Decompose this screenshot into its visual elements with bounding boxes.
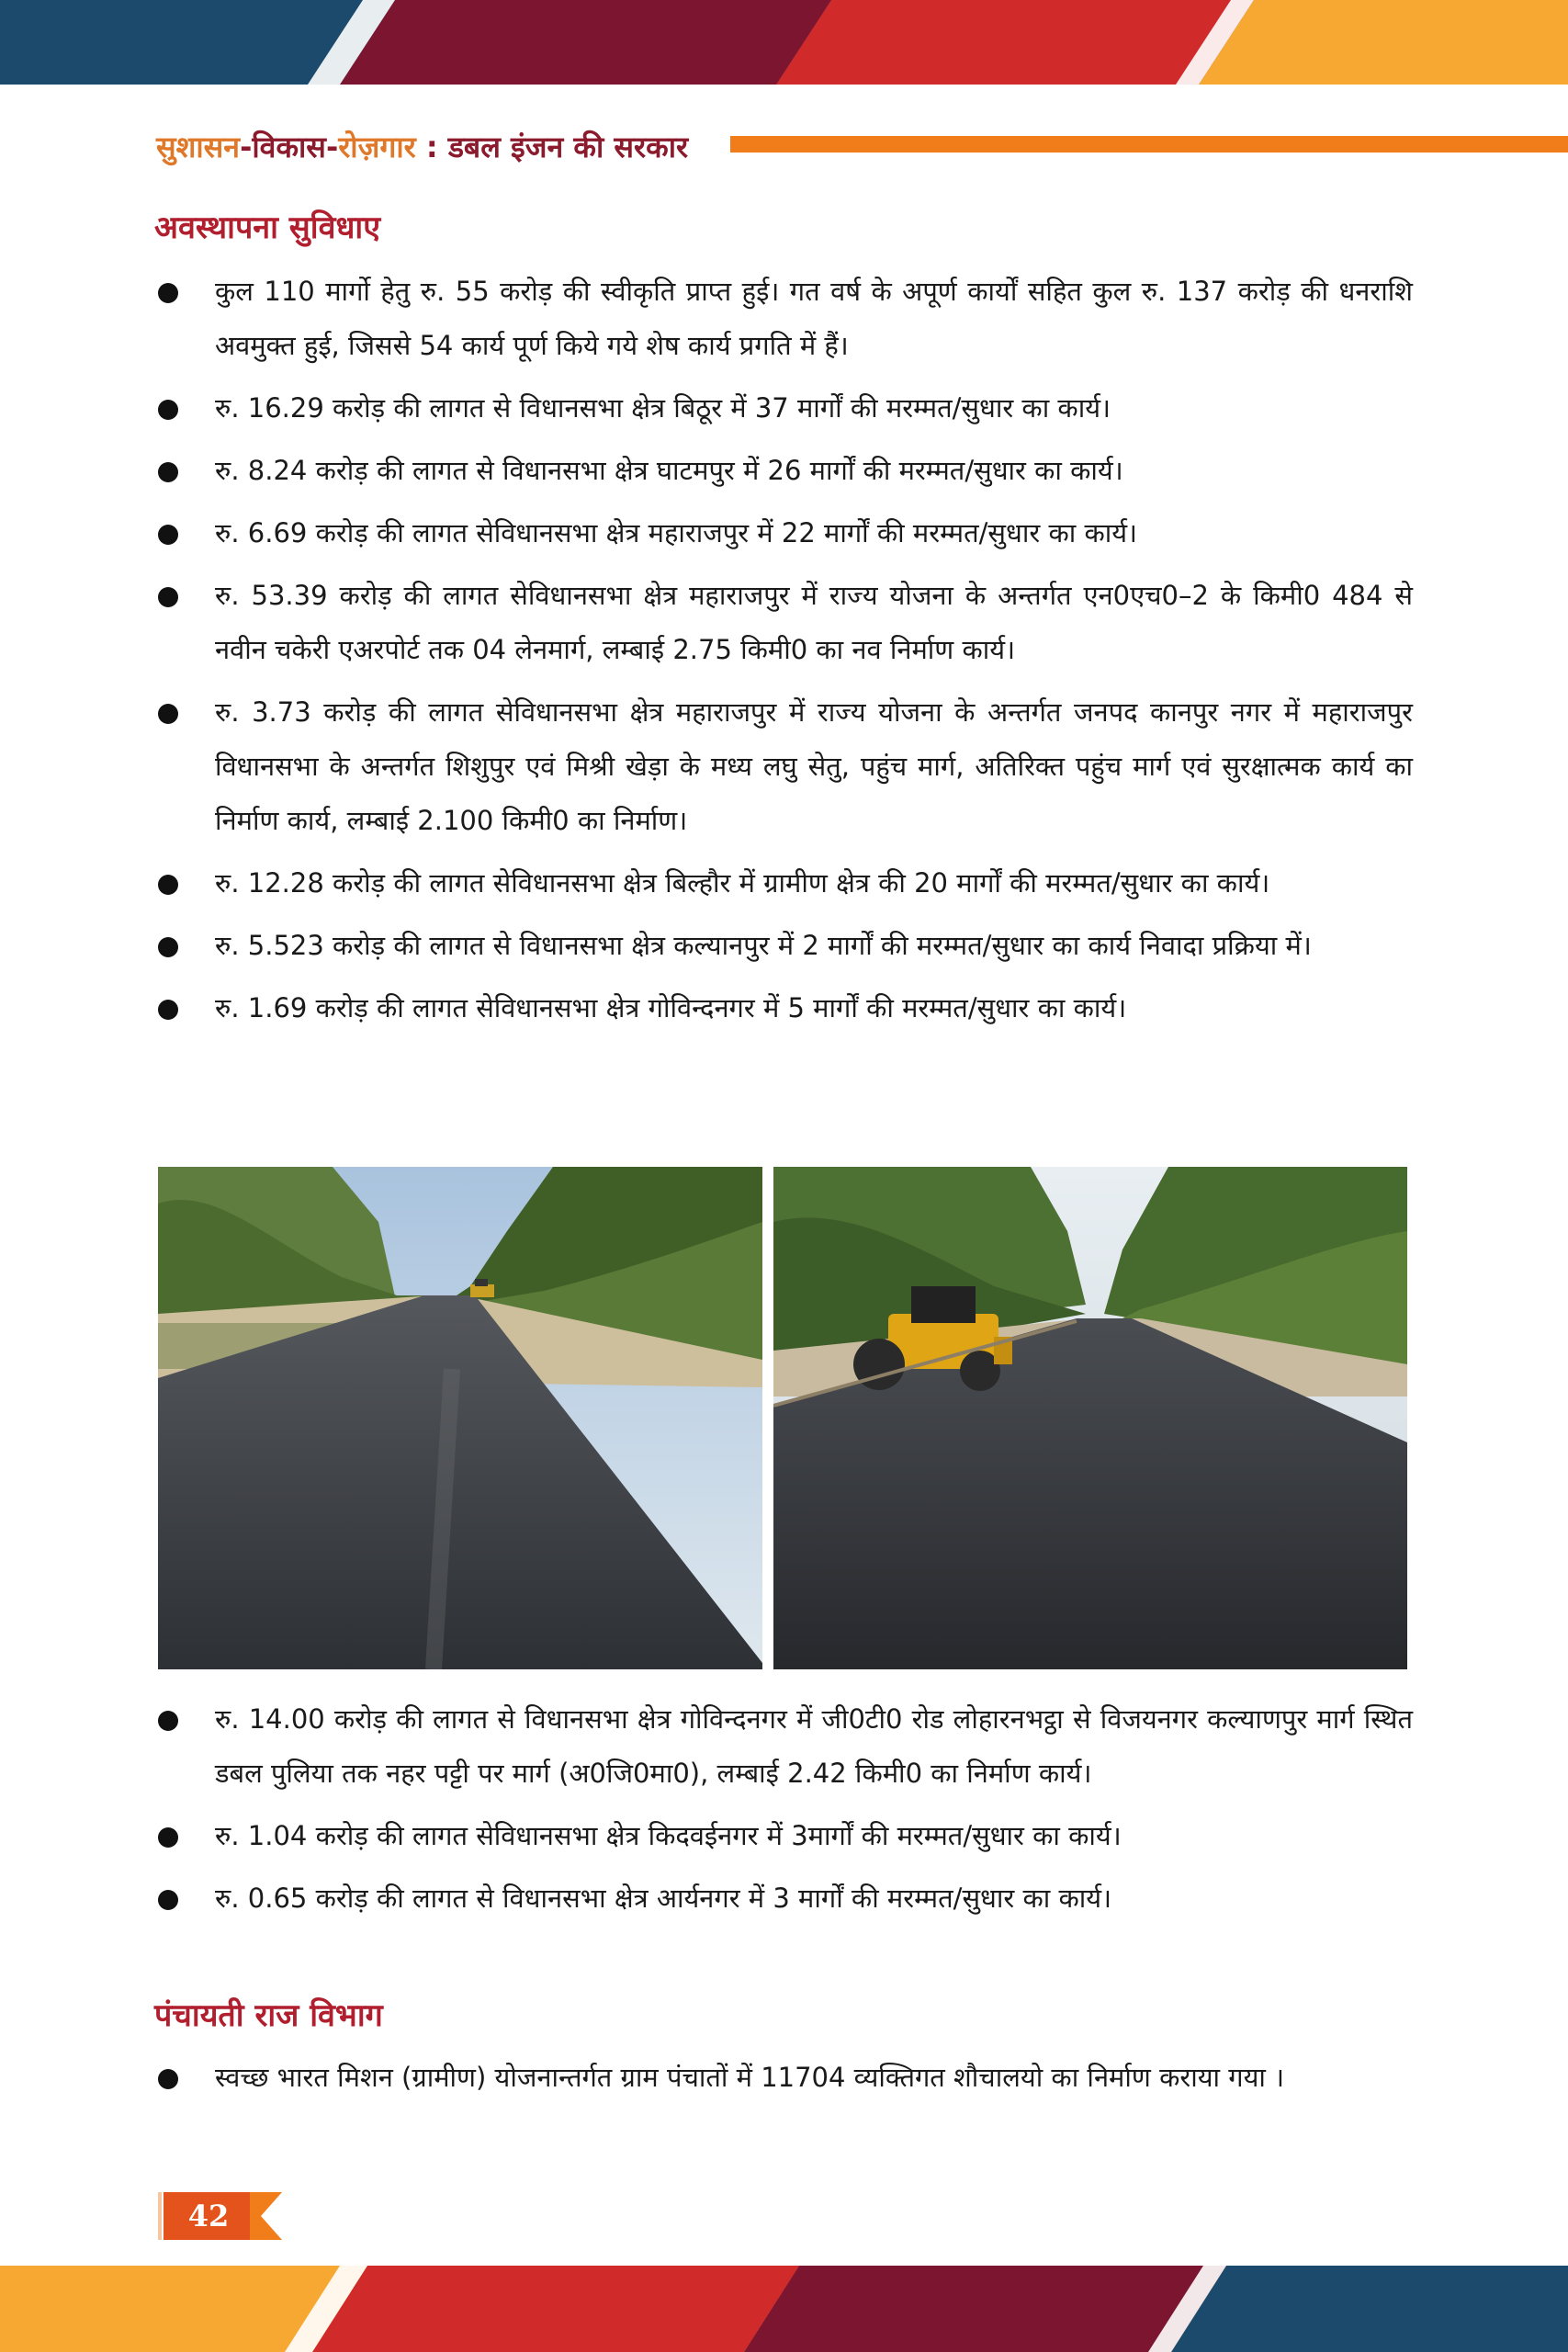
list-item: रु. 3.73 करोड़ की लागत सेविधानसभा क्षेत्र महाराजपुर में राज्य योजना के अन्तर्गत जनपद कानपुर नगर में महाराजपुर विधानसभा के अन्तर्गत शिशुपुर एवं मिश्री खेड़ा के मध्य लघु सेतु, पहुंच मार्ग, अतिरिक्त पहुंच मार्ग एवं सुरक्षात्मक कार्य का निर्माण कार्य, लम्बाई 2.100 किमी0 का निर्माण।	[154, 685, 1413, 848]
bullet-dot	[158, 1000, 178, 1020]
page-header	[156, 129, 1415, 165]
list-item: रु. 1.04 करोड़ की लागत सेविधानसभा क्षेत्र किदवईनगर में 3मार्गों की मरम्मत/सुधार का कार्य।	[154, 1809, 1413, 1863]
bottom-color-band	[0, 2266, 1568, 2352]
bullet-dot	[158, 283, 178, 303]
list-item: रु. 8.24 करोड़ की लागत से विधानसभा क्षेत्र घाटमपुर में 26 मार्गों की मरम्मत/सुधार का कार्य।	[154, 444, 1413, 498]
bullet-dot	[158, 587, 178, 607]
header-title: सुशासन-विकास-रोज़गार : डबल इंजन की सरकार	[156, 130, 689, 164]
infrastructure-list	[154, 265, 1413, 1035]
bullet-dot	[158, 1827, 178, 1848]
infrastructure-list-continued	[154, 1692, 1413, 1926]
list-item: रु. 12.28 करोड़ की लागत सेविधानसभा क्षेत्र बिल्हौर में ग्रामीण क्षेत्र की 20 मार्गों की मरम्मत/सुधार का कार्य।	[154, 856, 1413, 910]
list-item: कुल 110 मार्गो हेतु रु. 55 करोड़ की स्वीकृति प्राप्त हुई। गत वर्ष के अपूर्ण कार्यों सहित कुल रु. 137 करोड़ की धनराशि अवमुक्त हुई, जिससे 54 कार्य पूर्ण किये गये शेष कार्य प्रगति में हैं।	[154, 265, 1413, 373]
list-item: रु. 5.523 करोड़ की लागत से विधानसभा क्षेत्र कल्यानपुर में 2 मार्गों की मरम्मत/सुधार का कार्य निवादा प्रक्रिया में।	[154, 919, 1413, 973]
bullet-dot	[158, 525, 178, 545]
list-item: रु. 53.39 करोड़ की लागत सेविधानसभा क्षेत्र महाराजपुर में राज्य योजना के अन्तर्गत एन0एच0–2 के किमी0 484 से नवीन चकेरी एअरपोर्ट तक 04 लेनमार्ग, लम्बाई 2.75 किमी0 का नव निर्माण कार्य।	[154, 569, 1413, 677]
bullet-dot	[158, 875, 178, 895]
bullet-dot	[158, 1890, 178, 1910]
list-item: रु. 6.69 करोड़ की लागत सेविधानसभा क्षेत्र महाराजपुर में 22 मार्गों की मरम्मत/सुधार का कार्य।	[154, 506, 1413, 560]
list-item: रु. 1.69 करोड़ की लागत सेविधानसभा क्षेत्र गोविन्दनगर में 5 मार्गों की मरम्मत/सुधार का कार्य।	[154, 981, 1413, 1035]
road-photo-left	[158, 1167, 762, 1669]
page-number-tab	[158, 2192, 287, 2240]
section-title-panchayati-raj: पंचायती राज विभाग	[154, 1997, 383, 2034]
page-number: 42	[187, 2199, 230, 2233]
top-color-band	[0, 0, 1568, 85]
bullet-dot	[158, 2069, 178, 2089]
panchayati-raj-list	[154, 2051, 1413, 2105]
list-item: रु. 16.29 करोड़ की लागत से विधानसभा क्षेत्र बिठूर में 37 मार्गों की मरम्मत/सुधार का कार्य।	[154, 381, 1413, 435]
bullet-dot	[158, 462, 178, 482]
bullet-dot	[158, 1711, 178, 1731]
list-item: स्वच्छ भारत मिशन (ग्रामीण) योजनान्तर्गत ग्राम पंचातों में 11704 व्यक्तिगत शौचालयो का निर्माण कराया गया ।	[154, 2051, 1413, 2105]
list-item: रु. 0.65 करोड़ की लागत से विधानसभा क्षेत्र आर्यनगर में 3 मार्गों की मरम्मत/सुधार का कार्य।	[154, 1871, 1413, 1926]
bullet-dot	[158, 704, 178, 724]
road-photo-right	[773, 1167, 1407, 1669]
bullet-dot	[158, 400, 178, 420]
bullet-dot	[158, 937, 178, 957]
header-rule	[730, 136, 1568, 153]
section-title-infrastructure: अवस्थापना सुविधाए	[154, 209, 380, 246]
list-item: रु. 14.00 करोड़ की लागत से विधानसभा क्षेत्र गोविन्दनगर में जी0टी0 रोड लोहारनभट्ठा से विजयनगर कल्याणपुर मार्ग स्थित डबल पुलिया तक नहर पट्टी पर मार्ग (अ0जि0मा0), लम्बाई 2.42 किमी0 का निर्माण कार्य।	[154, 1692, 1413, 1801]
